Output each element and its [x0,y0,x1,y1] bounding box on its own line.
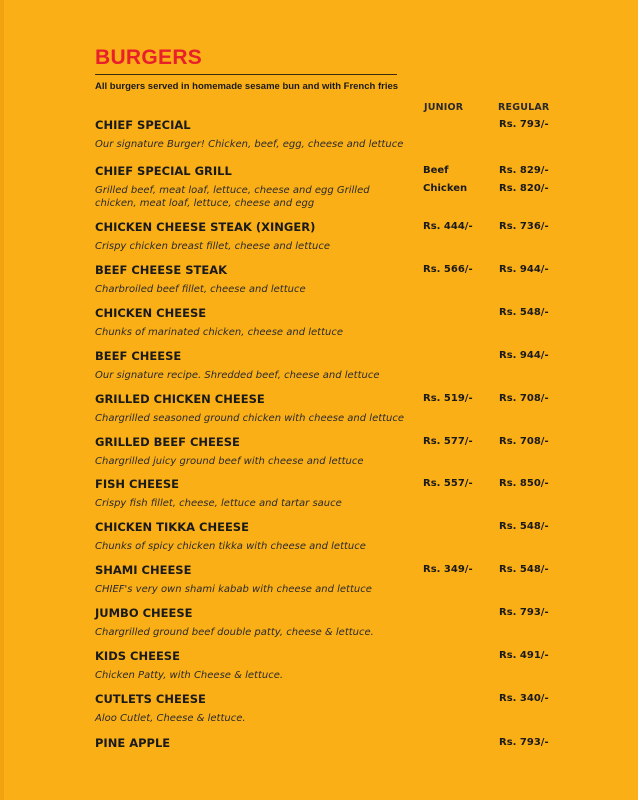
price-regular: Rs. 708/- [499,436,549,447]
menu-item-name: GRILLED BEEF CHEESE [95,435,240,449]
menu-item-name: CHIEF SPECIAL GRILL [95,164,232,178]
menu-item-name: BEEF CHEESE [95,349,182,363]
menu-item-name: SHAMI CHEESE [95,563,192,577]
price-junior: Rs. 349/- [423,564,473,575]
price-regular: Rs. 944/- [499,264,549,275]
menu-item-description: Crispy fish fillet, cheese, lettuce and tartar sauce [95,498,342,509]
column-header-regular: REGULAR [498,102,550,113]
page-left-edge [0,0,4,800]
price-regular: Rs. 793/- [499,737,549,748]
menu-item-description: Our signature Burger! Chicken, beef, egg, cheese and lettuce [95,139,404,150]
price-variant-label: Chicken [423,183,468,194]
menu-item-description: Chunks of marinated chicken, cheese and lettuce [95,327,344,338]
price-regular: Rs. 548/- [499,307,549,318]
price-junior: Rs. 566/- [423,264,473,275]
price-regular: Rs. 736/- [499,221,549,232]
price-regular: Rs. 548/- [499,564,549,575]
title-underline [95,74,397,75]
price-regular: Rs. 820/- [499,183,549,194]
price-regular: Rs. 548/- [499,521,549,532]
menu-item-name: CUTLETS CHEESE [95,692,206,706]
menu-item-description: Our signature recipe. Shredded beef, cheese and lettuce [95,370,380,381]
column-header-junior: JUNIOR [424,102,464,113]
price-regular: Rs. 944/- [499,350,549,361]
price-variant-label: Beef [423,165,449,176]
price-regular: Rs. 340/- [499,693,549,704]
menu-item-name: BEEF CHEESE STEAK [95,263,228,277]
price-regular: Rs. 793/- [499,607,549,618]
menu-item-description: Chargrilled juicy ground beef with cheese and lettuce [95,456,364,467]
menu-item-description: Chunks of spicy chicken tikka with cheese and lettuce [95,541,366,552]
menu-item-name: CHICKEN TIKKA CHEESE [95,520,249,534]
section-title: BURGERS [95,46,203,69]
menu-item-name: CHIEF SPECIAL [95,118,191,132]
price-regular: Rs. 793/- [499,119,549,130]
price-junior: Rs. 444/- [423,221,473,232]
price-regular: Rs. 491/- [499,650,549,661]
menu-item-description: Crispy chicken breast fillet, cheese and lettuce [95,241,331,252]
price-regular: Rs. 708/- [499,393,549,404]
price-regular: Rs. 829/- [499,165,549,176]
menu-item-description: Charbroiled beef fillet, cheese and lettuce [95,284,306,295]
menu-item-description: Chicken Patty, with Cheese & lettuce. [95,670,284,681]
menu-item-name: FISH CHEESE [95,477,179,491]
menu-item-name: JUMBO CHEESE [95,606,193,620]
price-junior: Rs. 519/- [423,393,473,404]
menu-item-description: Aloo Cutlet, Cheese & lettuce. [95,713,246,724]
menu-item-description: Chargrilled seasoned ground chicken with cheese and lettuce [95,413,405,424]
menu-item-name: CHICKEN CHEESE STEAK (XINGER) [95,220,316,234]
menu-item-description: Chargrilled ground beef double patty, cheese & lettuce. [95,627,374,638]
menu-item-name: CHICKEN CHEESE [95,306,207,320]
menu-item-description: CHIEF's very own shami kabab with cheese and lettuce [95,584,372,595]
price-regular: Rs. 850/- [499,478,549,489]
menu-item-name: GRILLED CHICKEN CHEESE [95,392,265,406]
price-junior: Rs. 577/- [423,436,473,447]
price-junior: Rs. 557/- [423,478,473,489]
menu-item-name: PINE APPLE [95,736,171,750]
menu-item-description: Grilled beef, meat loaf, lettuce, cheese and egg Grilled chicken, meat loaf, lettuce, cheese and egg [95,185,370,209]
section-subtitle: All burgers served in homemade sesame bun and with French fries [95,81,399,92]
menu-item-name: KIDS CHEESE [95,649,180,663]
